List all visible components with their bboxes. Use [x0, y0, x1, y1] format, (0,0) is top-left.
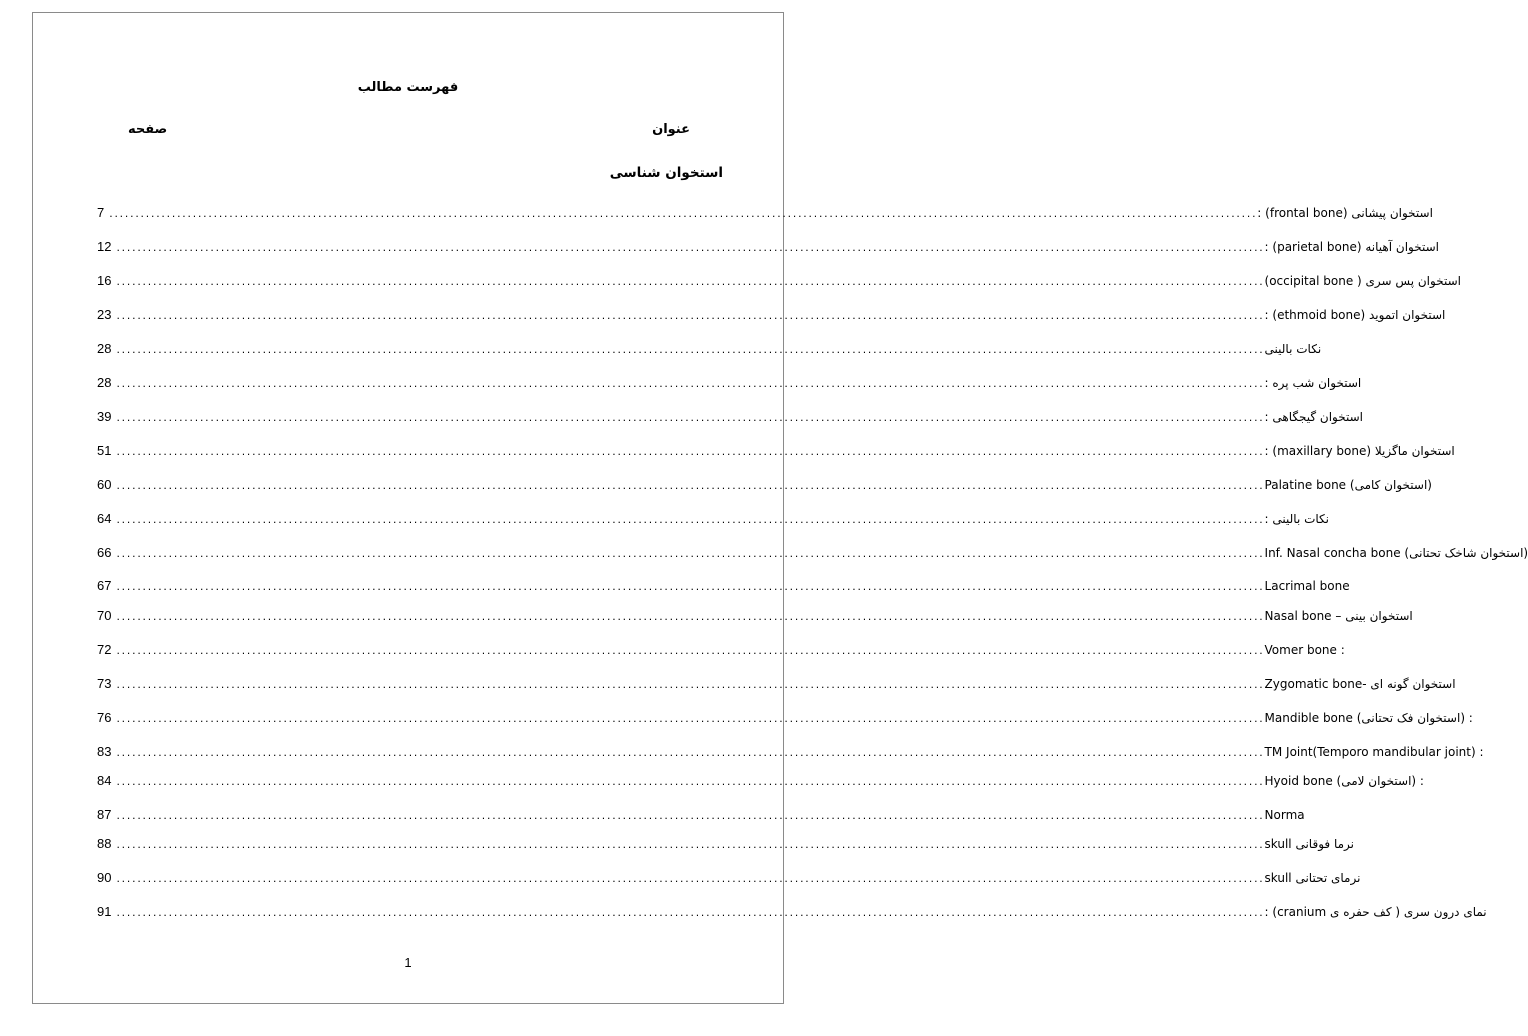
toc-dot-leader: ............................................................................................................................................................................................................................ — [115, 875, 1264, 885]
toc-entry-page: 28 — [97, 341, 112, 356]
toc-entry-page: 7 — [97, 205, 105, 220]
toc-dot-leader: ............................................................................................................................................................................................................................ — [115, 583, 1264, 593]
toc-entry-title: نرمای تحتانی skull — [1264, 871, 1361, 885]
toc-entry[interactable] — [97, 307, 1446, 327]
toc-entry-title: Nasal bone – استخوان بینی — [1264, 609, 1413, 623]
toc-entry-title: Lacrimal bone — [1264, 579, 1350, 593]
toc-entry-page: 67 — [97, 578, 112, 593]
toc-entry-page: 91 — [97, 904, 112, 919]
toc-entry[interactable] — [97, 477, 1432, 497]
toc-dot-leader: ............................................................................................................................................................................................................................ — [115, 244, 1264, 254]
toc-entry-title: TM Joint(Temporo mandibular joint) : — [1264, 745, 1484, 759]
toc-entry[interactable] — [97, 443, 1455, 463]
toc-dot-leader: ............................................................................................................................................................................................................................ — [115, 312, 1264, 322]
toc-dot-leader: ............................................................................................................................................................................................................................ — [115, 516, 1264, 526]
toc-entry-page: 16 — [97, 273, 112, 288]
toc-entry-title: استخوان ماگزیلا (maxillary bone) : — [1264, 444, 1455, 458]
toc-entry[interactable] — [97, 578, 1350, 598]
toc-dot-leader: ............................................................................................................................................................................................................................ — [115, 647, 1264, 657]
toc-entry-page: 84 — [97, 773, 112, 788]
toc-entry-page: 39 — [97, 409, 112, 424]
toc-entry[interactable] — [97, 341, 1322, 361]
toc-entry-title: Hyoid bone (استخوان لامی) : — [1264, 774, 1424, 788]
toc-dot-leader: ............................................................................................................................................................................................................................ — [115, 681, 1264, 691]
toc-entry-page: 12 — [97, 239, 112, 254]
toc-dot-leader: ............................................................................................................................................................................................................................ — [115, 448, 1264, 458]
toc-dot-leader: ............................................................................................................................................................................................................................ — [115, 778, 1264, 788]
toc-dot-leader: ............................................................................................................................................................................................................................ — [115, 482, 1264, 492]
toc-entry-page: 60 — [97, 477, 112, 492]
document-title: فهرست مطالب — [357, 80, 459, 95]
toc-dot-leader: ............................................................................................................................................................................................................................ — [115, 380, 1264, 390]
toc-entry[interactable] — [97, 870, 1361, 890]
toc-entry-title: استخوان آهیانه (parietal bone) : — [1264, 240, 1439, 254]
toc-entry[interactable] — [97, 744, 1484, 764]
toc-dot-leader: ............................................................................................................................................................................................................................ — [115, 613, 1264, 623]
toc-entry[interactable] — [97, 239, 1439, 259]
toc-entry[interactable] — [97, 409, 1363, 429]
toc-entry[interactable] — [97, 511, 1330, 531]
toc-entry-title: استخوان گیجگاهی : — [1264, 410, 1363, 424]
toc-entry[interactable] — [97, 676, 1456, 696]
toc-entry[interactable] — [97, 205, 1433, 225]
toc-entry-title: نکات بالینی : — [1264, 512, 1330, 526]
toc-entry-page: 72 — [97, 642, 112, 657]
toc-entry-page: 76 — [97, 710, 112, 725]
toc-entry[interactable] — [97, 836, 1354, 856]
toc-entry[interactable] — [97, 608, 1413, 628]
toc-entry-title: استخوان پس سری ( occipital bone) — [1264, 274, 1461, 288]
toc-entry-title: Mandible bone (استخوان فک تحتانی) : — [1264, 711, 1473, 725]
toc-dot-leader: ............................................................................................................................................................................................................................ — [115, 812, 1264, 822]
toc-entry[interactable] — [97, 773, 1424, 793]
toc-dot-leader: ............................................................................................................................................................................................................................ — [108, 210, 1257, 220]
toc-entry[interactable] — [97, 375, 1362, 395]
toc-dot-leader: ............................................................................................................................................................................................................................ — [115, 550, 1264, 560]
title-column-header: عنوان — [652, 122, 690, 137]
toc-entry[interactable] — [97, 642, 1345, 662]
toc-entry-title: نکات بالینی — [1264, 342, 1322, 356]
page-column-header: صفحه — [128, 122, 168, 137]
toc-entry-title: Vomer bone : — [1264, 643, 1345, 657]
toc-entry-page: 83 — [97, 744, 112, 759]
page-number: 1 — [404, 955, 412, 970]
toc-entry-title: استخوان شب پره : — [1264, 376, 1362, 390]
toc-entry-page: 64 — [97, 511, 112, 526]
section-heading: استخوان شناسی — [609, 165, 723, 181]
toc-entry-page: 28 — [97, 375, 112, 390]
toc-entry-title: Palatine bone (استخوان کامی) — [1264, 478, 1432, 492]
toc-dot-leader: ............................................................................................................................................................................................................................ — [115, 346, 1264, 356]
toc-dot-leader: ............................................................................................................................................................................................................................ — [115, 909, 1264, 919]
toc-dot-leader: ............................................................................................................................................................................................................................ — [115, 715, 1264, 725]
toc-entry-title: Inf. Nasal concha bone (استخوان شاخک تحتانی) — [1264, 546, 1528, 560]
toc-entry-page: 73 — [97, 676, 112, 691]
toc-entry-title: Zygomatic bone- استخوان گونه ای — [1264, 677, 1456, 691]
toc-entry-page: 70 — [97, 608, 112, 623]
toc-entry[interactable] — [97, 273, 1461, 293]
toc-entry-page: 87 — [97, 807, 112, 822]
toc-entry-title: نمای درون سری ( کف حفره ی cranium) : — [1264, 905, 1487, 919]
toc-entry-title: Norma — [1264, 808, 1305, 822]
toc-entry-page: 23 — [97, 307, 112, 322]
toc-dot-leader: ............................................................................................................................................................................................................................ — [115, 414, 1264, 424]
toc-dot-leader: ............................................................................................................................................................................................................................ — [115, 841, 1264, 851]
toc-dot-leader: ............................................................................................................................................................................................................................ — [115, 278, 1264, 288]
toc-entry-page: 90 — [97, 870, 112, 885]
toc-entry-title: استخوان پیشانی (frontal bone) : — [1257, 206, 1433, 220]
toc-entry[interactable] — [97, 807, 1305, 827]
toc-entry-title: نرما فوقانی skull — [1264, 837, 1354, 851]
toc-entry-page: 88 — [97, 836, 112, 851]
toc-entry[interactable] — [97, 545, 1528, 565]
toc-entry-page: 51 — [97, 443, 112, 458]
toc-entry-title: استخوان اتموید (ethmoid bone) : — [1264, 308, 1446, 322]
toc-dot-leader: ............................................................................................................................................................................................................................ — [115, 749, 1264, 759]
toc-entry[interactable] — [97, 710, 1473, 730]
toc-entry[interactable] — [97, 904, 1487, 924]
toc-entry-page: 66 — [97, 545, 112, 560]
